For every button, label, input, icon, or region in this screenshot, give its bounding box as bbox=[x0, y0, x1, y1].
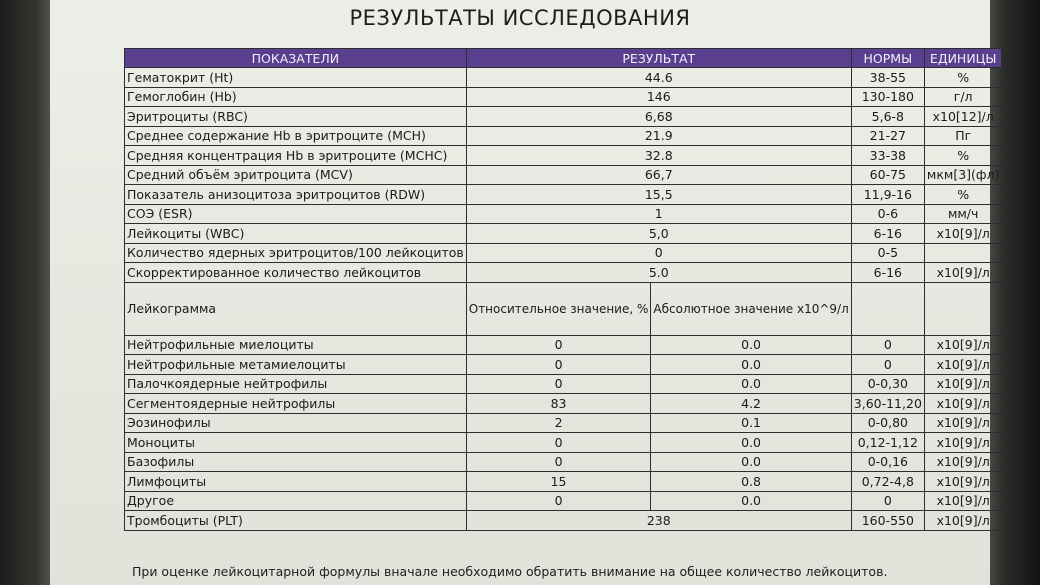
unit-value: х10[9]/л bbox=[924, 394, 1002, 414]
table-row bbox=[125, 394, 1002, 414]
relative-value: 0 bbox=[466, 355, 651, 375]
header-norms: НОРМЫ bbox=[851, 49, 924, 68]
norm-value: 38-55 bbox=[851, 68, 924, 88]
cell-type-name: Лимфоциты bbox=[125, 472, 467, 492]
relative-value: 0 bbox=[466, 452, 651, 472]
document-title: РЕЗУЛЬТАТЫ ИССЛЕДОВАНИЯ bbox=[349, 6, 691, 30]
results-table bbox=[124, 48, 1002, 531]
result-value: 1 bbox=[466, 204, 851, 224]
unit-value: х10[9]/л bbox=[924, 355, 1002, 375]
norm-value: 11,9-16 bbox=[851, 185, 924, 205]
result-value: 5,0 bbox=[466, 224, 851, 244]
cell-type-name: Нейтрофильные миелоциты bbox=[125, 335, 467, 355]
table-row bbox=[125, 263, 1002, 283]
monitor-bezel-left bbox=[0, 0, 52, 585]
unit-value: % bbox=[924, 185, 1002, 205]
table-row bbox=[125, 335, 1002, 355]
empty-cell bbox=[851, 282, 924, 335]
absolute-value: 0.8 bbox=[651, 472, 851, 492]
cell-type-name: Сегментоядерные нейтрофилы bbox=[125, 394, 467, 414]
relative-value: 15 bbox=[466, 472, 651, 492]
norm-value: 21-27 bbox=[851, 126, 924, 146]
indicator-name: Средний объём эритроцита (MCV) bbox=[125, 165, 467, 185]
unit-value: х10[9]/л bbox=[924, 433, 1002, 453]
relative-value: 0 bbox=[466, 374, 651, 394]
table-row bbox=[125, 355, 1002, 375]
norm-value: 0 bbox=[851, 491, 924, 511]
unit-value: х10[9]/л bbox=[924, 374, 1002, 394]
result-value: 32.8 bbox=[466, 146, 851, 166]
table-row bbox=[125, 146, 1002, 166]
absolute-value: 0.0 bbox=[651, 491, 851, 511]
absolute-value: 0.0 bbox=[651, 355, 851, 375]
result-value: 5.0 bbox=[466, 263, 851, 283]
norm-value: 130-180 bbox=[851, 87, 924, 107]
indicator-name: Показатель анизоцитоза эритроцитов (RDW) bbox=[125, 185, 467, 205]
leukogram-label: Лейкограмма bbox=[125, 282, 467, 335]
relative-value: 0 bbox=[466, 491, 651, 511]
norm-value: 160-550 bbox=[851, 511, 924, 531]
unit-value: Пг bbox=[924, 126, 1002, 146]
document-page bbox=[50, 0, 1000, 585]
table-row bbox=[125, 433, 1002, 453]
indicator-name: Среднее содержание Hb в эритроците (MCH) bbox=[125, 126, 467, 146]
unit-value: % bbox=[924, 146, 1002, 166]
indicator-name: Скорректированное количество лейкоцитов bbox=[125, 263, 467, 283]
norm-value: 0-0,80 bbox=[851, 413, 924, 433]
unit-value: х10[9]/л bbox=[924, 472, 1002, 492]
table-row bbox=[125, 452, 1002, 472]
unit-value: х10[9]/л bbox=[924, 452, 1002, 472]
cell-type-name: Базофилы bbox=[125, 452, 467, 472]
table-row bbox=[125, 165, 1002, 185]
unit-value bbox=[924, 243, 1002, 263]
result-value: 0 bbox=[466, 243, 851, 263]
table-row bbox=[125, 107, 1002, 127]
result-value: 238 bbox=[466, 511, 851, 531]
result-value: 15,5 bbox=[466, 185, 851, 205]
table-row bbox=[125, 491, 1002, 511]
cell-type-name: Эозинофилы bbox=[125, 413, 467, 433]
unit-value: мм/ч bbox=[924, 204, 1002, 224]
table-row bbox=[125, 413, 1002, 433]
table-row bbox=[125, 224, 1002, 244]
norm-value: 60-75 bbox=[851, 165, 924, 185]
absolute-value: 0.0 bbox=[651, 433, 851, 453]
unit-value: х10[9]/л bbox=[924, 263, 1002, 283]
absolute-value: 0.1 bbox=[651, 413, 851, 433]
table-row bbox=[125, 243, 1002, 263]
absolute-value-header: Абсолютное значение х10^9/л bbox=[651, 282, 851, 335]
indicator-name: Лейкоциты (WBC) bbox=[125, 224, 467, 244]
indicator-name: Средняя концентрация Hb в эритроците (MCHC) bbox=[125, 146, 467, 166]
unit-value: х10[9]/л bbox=[924, 413, 1002, 433]
relative-value-header: Относительное значение, % bbox=[466, 282, 651, 335]
table-header-row bbox=[125, 49, 1002, 68]
result-value: 44.6 bbox=[466, 68, 851, 88]
unit-value: мкм[3](фл) bbox=[924, 165, 1002, 185]
cell-type-name: Другое bbox=[125, 491, 467, 511]
unit-value: % bbox=[924, 68, 1002, 88]
unit-value: х10[9]/л bbox=[924, 224, 1002, 244]
cell-type-name: Нейтрофильные метамиелоциты bbox=[125, 355, 467, 375]
relative-value: 0 bbox=[466, 335, 651, 355]
empty-cell bbox=[924, 282, 1002, 335]
norm-value: 0-0,30 bbox=[851, 374, 924, 394]
unit-value: х10[9]/л bbox=[924, 511, 1002, 531]
unit-value: х10[9]/л bbox=[924, 335, 1002, 355]
leukogram-header-row bbox=[125, 282, 1002, 335]
norm-value: 0-0,16 bbox=[851, 452, 924, 472]
unit-value: г/л bbox=[924, 87, 1002, 107]
norm-value: 33-38 bbox=[851, 146, 924, 166]
table-row bbox=[125, 68, 1002, 88]
relative-value: 83 bbox=[466, 394, 651, 414]
indicator-name: СОЭ (ESR) bbox=[125, 204, 467, 224]
indicator-name: Гемоглобин (Hb) bbox=[125, 87, 467, 107]
indicator-name: Гематокрит (Ht) bbox=[125, 68, 467, 88]
norm-value: 0,72-4,8 bbox=[851, 472, 924, 492]
norm-value: 0 bbox=[851, 335, 924, 355]
norm-value: 6-16 bbox=[851, 263, 924, 283]
footer-note: При оценке лейкоцитарной формулы вначале необходимо обратить внимание на общее количество лейкоцитов. bbox=[132, 564, 888, 579]
cell-type-name: Моноциты bbox=[125, 433, 467, 453]
indicator-name: Эритроциты (RBC) bbox=[125, 107, 467, 127]
table-row bbox=[125, 472, 1002, 492]
header-result: РЕЗУЛЬТАТ bbox=[466, 49, 851, 68]
table-row bbox=[125, 126, 1002, 146]
result-value: 66,7 bbox=[466, 165, 851, 185]
absolute-value: 0.0 bbox=[651, 335, 851, 355]
relative-value: 0 bbox=[466, 433, 651, 453]
table-row bbox=[125, 204, 1002, 224]
result-value: 146 bbox=[466, 87, 851, 107]
result-value: 6,68 bbox=[466, 107, 851, 127]
indicator-name: Тромбоциты (PLT) bbox=[125, 511, 467, 531]
norm-value: 3,60-11,20 bbox=[851, 394, 924, 414]
norm-value: 0-6 bbox=[851, 204, 924, 224]
norm-value: 5,6-8 bbox=[851, 107, 924, 127]
absolute-value: 0.0 bbox=[651, 452, 851, 472]
table-row bbox=[125, 511, 1002, 531]
absolute-value: 0.0 bbox=[651, 374, 851, 394]
unit-value: х10[12]/л bbox=[924, 107, 1002, 127]
table-row bbox=[125, 374, 1002, 394]
table-row bbox=[125, 185, 1002, 205]
absolute-value: 4.2 bbox=[651, 394, 851, 414]
norm-value: 0,12-1,12 bbox=[851, 433, 924, 453]
result-value: 21.9 bbox=[466, 126, 851, 146]
relative-value: 2 bbox=[466, 413, 651, 433]
unit-value: х10[9]/л bbox=[924, 491, 1002, 511]
header-units: ЕДИНИЦЫ bbox=[924, 49, 1002, 68]
header-indicators: ПОКАЗАТЕЛИ bbox=[125, 49, 467, 68]
norm-value: 0 bbox=[851, 355, 924, 375]
norm-value: 6-16 bbox=[851, 224, 924, 244]
norm-value: 0-5 bbox=[851, 243, 924, 263]
indicator-name: Количество ядерных эритроцитов/100 лейкоцитов bbox=[125, 243, 467, 263]
table-row bbox=[125, 87, 1002, 107]
cell-type-name: Палочкоядерные нейтрофилы bbox=[125, 374, 467, 394]
